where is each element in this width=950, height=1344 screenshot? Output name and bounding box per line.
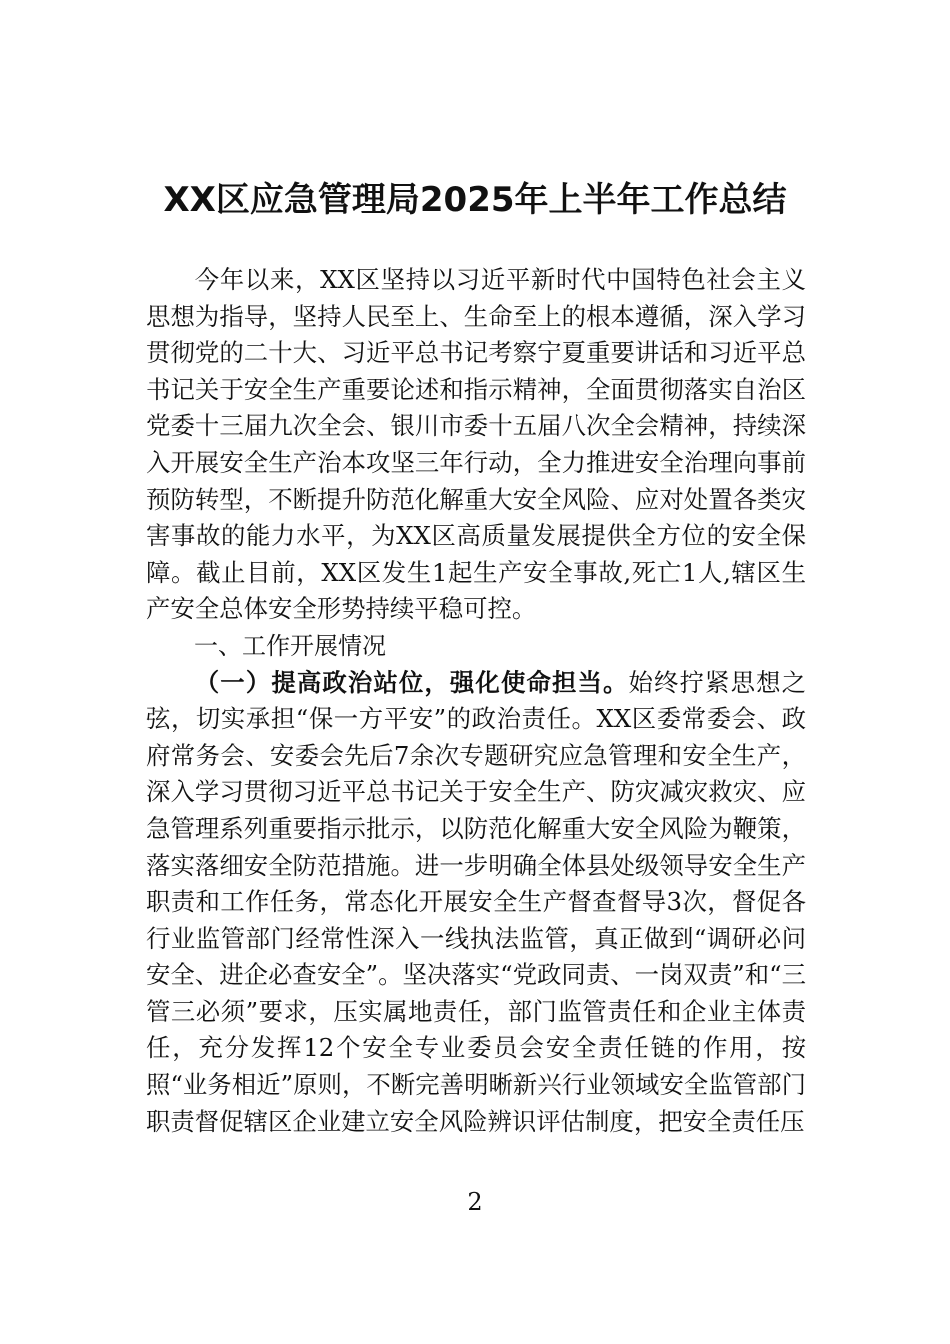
- document-body: [146, 262, 806, 1140]
- subsection-heading: （一）提高政治站位，强化使命担当。: [194, 667, 629, 697]
- section-heading: 一、工作开展情况: [194, 631, 386, 660]
- page-number: 2: [467, 1188, 483, 1216]
- subsection-paragraph: [146, 665, 806, 1141]
- subsection-body: 始终拧紧思想之弦，切实承担“保一方平安”的政治责任。XX区委常委会、政府常务会、安委会先后7余次专题研究应急管理和安全生产，深入学习贯彻习近平总书记关于安全生产、防灾减灾救灾、应急管理系列重要指示批示，以防范化解重大安全风险为鞭策，落实落细安全防范措施。进一步明确全体县处级领导安全生产职责和工作任务，常态化开展安全生产督查督导3次，督促各行业监管部门经常性深入一线执法监管，真正做到“调研必问安全、进企必查安全”。坚决落实“党政同责、一岗双责”和“三管三必须”要求，压实属地责任，部门监管责任和企业主体责任，充分发挥12个安全专业委员会安全责任链的作用，按照“业务相近”原则，不断完善明晰新兴行业领域安全监管部门职责督促辖区企业建立安全风险辨识评估制度，把安全责任压: [146, 667, 806, 1136]
- document-title: XX区应急管理局2025年上半年工作总结: [163, 180, 787, 220]
- intro-paragraph: 今年以来，XX区坚持以习近平新时代中国特色社会主义思想为指导，坚持人民至上、生命至上的根本遵循，深入学习贯彻党的二十大、习近平总书记考察宁夏重要讲话和习近平总书记关于安全生产重要论述和指示精神，全面贯彻落实自治区党委十三届九次全会、银川市委十五届八次全会精神，持续深入开展安全生产治本攻坚三年行动，全力推进安全治理向事前预防转型，不断提升防范化解重大安全风险、应对处置各类灾害事故的能力水平，为XX区高质量发展提供全方位的安全保障。截止目前，XX区发生1起生产安全事故,死亡1人,辖区生产安全总体安全形势持续平稳可控。: [146, 265, 806, 624]
